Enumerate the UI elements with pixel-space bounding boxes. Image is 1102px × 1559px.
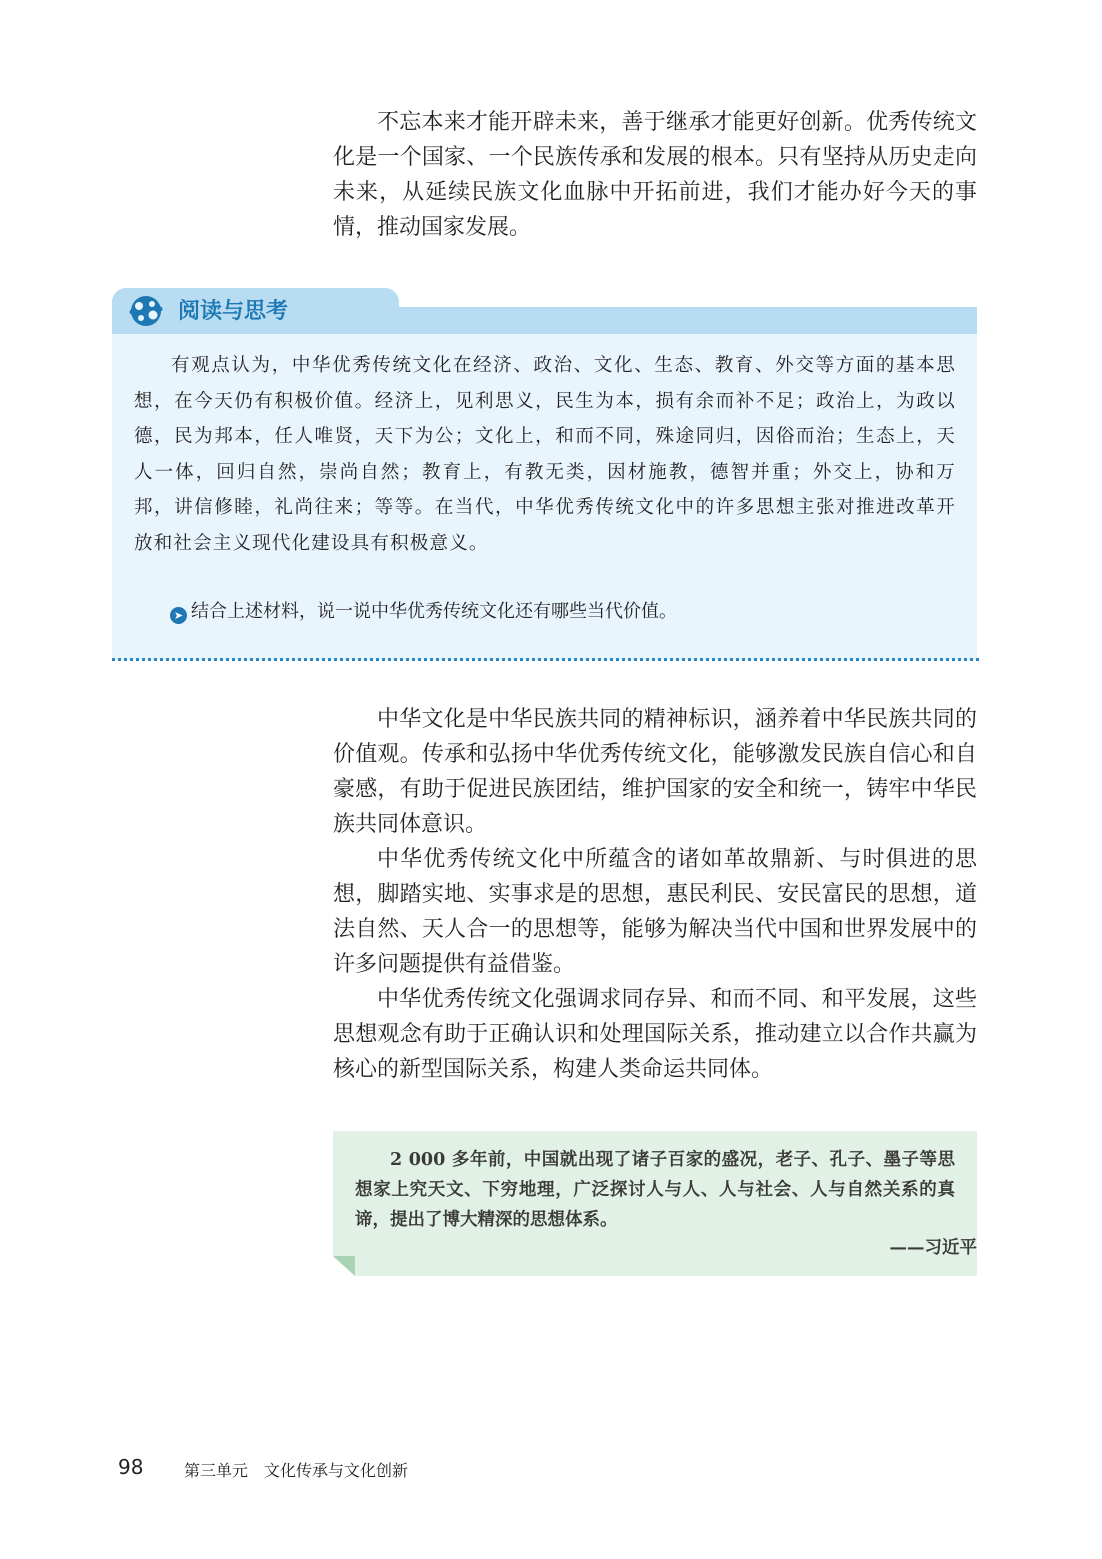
dotted-divider (112, 658, 979, 661)
arrow-right-icon: ➤ (170, 607, 187, 624)
book-circle-icon (128, 294, 164, 328)
body-section (333, 702, 977, 1087)
quote-text (355, 1145, 955, 1235)
running-footer (184, 1458, 424, 1481)
intro-paragraph: 不忘本来才能开辟未来，善于继承才能更好创新。优秀传统文化是一个国家、一个民族传承和发展的根本。只有坚持从历史走向未来，从延续民族文化血脉中开拓前进，我们才能办好今天的事情，推动国家发展。 (333, 110, 977, 240)
footer-unit-title: 文化传承与文化创新 (264, 1461, 409, 1480)
quote-author: ——习近平 (889, 1238, 977, 1258)
page-number: 98 (118, 1455, 144, 1479)
page-fold-icon (333, 1256, 355, 1276)
footer-unit: 第三单元 (184, 1461, 249, 1480)
intro-section (333, 105, 977, 245)
reading-box-question (170, 598, 950, 626)
question-text: 结合上述材料，说一说中华优秀传统文化还有哪些当代价值。 (191, 601, 677, 622)
reading-box-title: 阅读与思考 (178, 299, 289, 324)
quote-paragraph: 2 000 多年前，中国就出现了诸子百家的盛况，老子、孔子、墨子等思想家上究天文、下穷地理，广泛探讨人与人、人与社会、人与自然关系的真谛，提出了博大精深的思想体系。 (355, 1150, 955, 1230)
reading-box-text (134, 348, 956, 561)
reading-box-paragraph: 有观点认为，中华优秀传统文化在经济、政治、文化、生态、教育、外交等方面的基本思想，在今天仍有积极价值。经济上，见利思义，民生为本，损有余而补不足；政治上，为政以德，民为邦本，任人唯贤，天下为公；文化上，和而不同，殊途同归，因俗而治；生态上，天人一体，回归自然，崇尚自然；教育上，有教无类，因材施教，德智并重；外交上，协和万邦，讲信修睦，礼尚往来；等等。在当代，中华优秀传统文化中的许多思想主张对推进改革开放和社会主义现代化建设具有积极意义。 (134, 355, 956, 554)
body-paragraph: 中华优秀传统文化强调求同存异、和而不同、和平发展，这些思想观念有助于正确认识和处理国际关系，推动建立以合作共赢为核心的新型国际关系，构建人类命运共同体。 (333, 987, 977, 1082)
body-paragraph: 中华优秀传统文化中所蕴含的诸如革故鼎新、与时俱进的思想，脚踏实地、实事求是的思想，惠民利民、安民富民的思想，道法自然、天人合一的思想等，能够为解决当代中国和世界发展中的许多问题提供有益借鉴。 (333, 847, 977, 977)
body-paragraph: 中华文化是中华民族共同的精神标识，涵养着中华民族共同的价值观。传承和弘扬中华优秀传统文化，能够激发民族自信心和自豪感，有助于促进民族团结，维护国家的安全和统一，铸牢中华民族共同体意识。 (333, 707, 977, 837)
